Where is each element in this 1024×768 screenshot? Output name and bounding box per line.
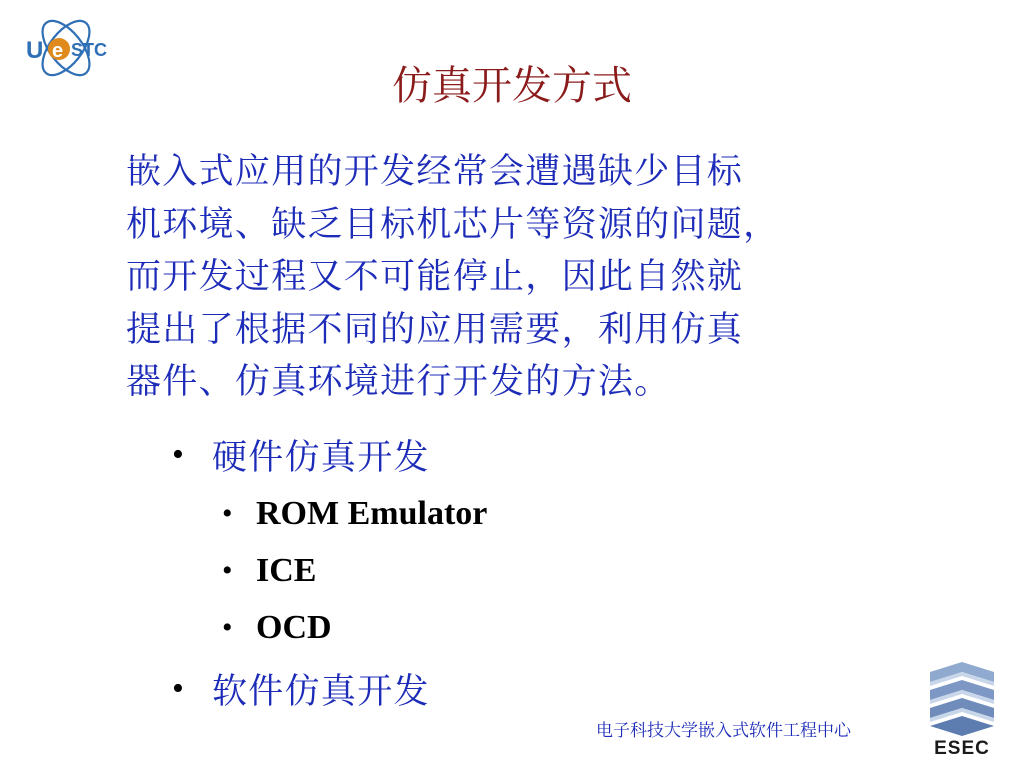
bullet-dot-icon: • [172, 670, 184, 707]
sub-bullet-ocd [222, 606, 332, 650]
sub-bullet-label: OCD [256, 609, 332, 646]
sub-bullet-label: ROM Emulator [256, 495, 488, 532]
bullet-software-emulation [172, 664, 430, 714]
bullet-dot-icon: • [172, 436, 184, 473]
uestc-logo-letter-u: U [26, 37, 44, 64]
bullet-dot-icon: • [222, 554, 233, 587]
intro-line: 提出了根据不同的应用需要，利用仿真 [126, 309, 744, 350]
bullet-label: 硬件仿真开发 [212, 438, 430, 478]
bullet-dot-icon: • [222, 497, 233, 530]
sub-bullet-ice [222, 549, 316, 593]
uestc-logo-letters-stc: STC [71, 40, 107, 60]
intro-line: 嵌入式应用的开发经常会遭遇缺少目标 [126, 152, 744, 192]
esec-logo-text: ESEC [934, 738, 990, 759]
bullet-dot-icon: • [222, 611, 233, 644]
sub-bullet-label: ICE [256, 552, 317, 589]
slide-title: 仿真开发方式 [392, 63, 632, 109]
bullet-hardware-emulation [172, 430, 430, 480]
uestc-logo-letter-e: e [52, 40, 64, 62]
intro-line: 而开发过程又不可能停止，因此自然就 [126, 257, 744, 297]
sub-bullet-rom-emulator [222, 492, 487, 536]
intro-line: 机环境、缺乏目标机芯片等资源的问题， [126, 204, 780, 245]
bullet-label: 软件仿真开发 [212, 672, 430, 712]
footer-institution: 电子科技大学嵌入式软件工程中心 [596, 721, 851, 741]
intro-paragraph [126, 146, 946, 409]
intro-line: 器件、仿真环境进行开发的方法。 [126, 362, 671, 402]
